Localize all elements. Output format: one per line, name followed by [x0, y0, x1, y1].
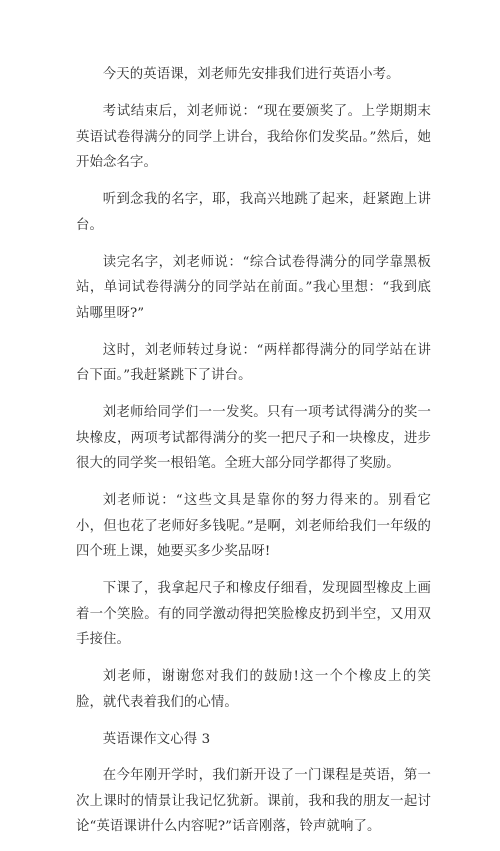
paragraph-8: 下课了，我拿起尺子和橡皮仔细看，发现圆型橡皮上画着一个笑脸。有的同学激动得把笑脸橡皮扔到半空，又用双手接住。: [76, 581, 431, 647]
paragraph-9: 刘老师，谢谢您对我们的鼓励!这一个个橡皮上的笑脸，就代表着我们的心情。: [76, 669, 431, 710]
paragraph-3: 听到念我的名字，耶，我高兴地跳了起来，赶紧跑上讲台。: [76, 192, 431, 233]
paragraph-5: 这时，刘老师转过身说：“两样都得满分的同学站在讲台下面。”我赶紧跳下了讲台。: [76, 342, 431, 383]
paragraph-1: 今天的英语课，刘老师先安排我们进行英语小考。: [102, 67, 400, 82]
section-heading: 英语课作文心得 3: [102, 731, 211, 747]
document-body: [76, 62, 431, 851]
paragraph-6: 刘老师给同学们一一发奖。只有一项考试得满分的奖一块橡皮，两项考试都得满分的奖一把尺子和一块橡皮，进步很大的同学奖一根铅笔。全班大部分同学都得了奖励。: [76, 405, 431, 471]
paragraph-4: 读完名字，刘老师说：“综合试卷得满分的同学靠黑板站，单词试卷得满分的同学站在前面。”我心里想：“我到底站哪里呀?”: [76, 254, 431, 321]
paragraph-10: 在今年刚开学时，我们新开设了一门课程是英语，第一次上课时的情景让我记忆犹新。课前，我和我的朋友一起讨论“英语课讲什么内容呢?”话音刚落，铃声就响了。: [76, 768, 431, 834]
paragraph-7: 刘老师说：“这些文具是靠你的努力得来的。别看它小，但也花了老师好多钱呢。”是啊，刘老师给我们一年级的四个班上课，她要买多少奖品呀!: [76, 493, 431, 559]
paragraph-2: 考试结束后，刘老师说：“现在要颁奖了。上学期期末英语试卷得满分的同学上讲台，我给你们发奖品。”然后，她开始念名字。: [76, 104, 431, 170]
